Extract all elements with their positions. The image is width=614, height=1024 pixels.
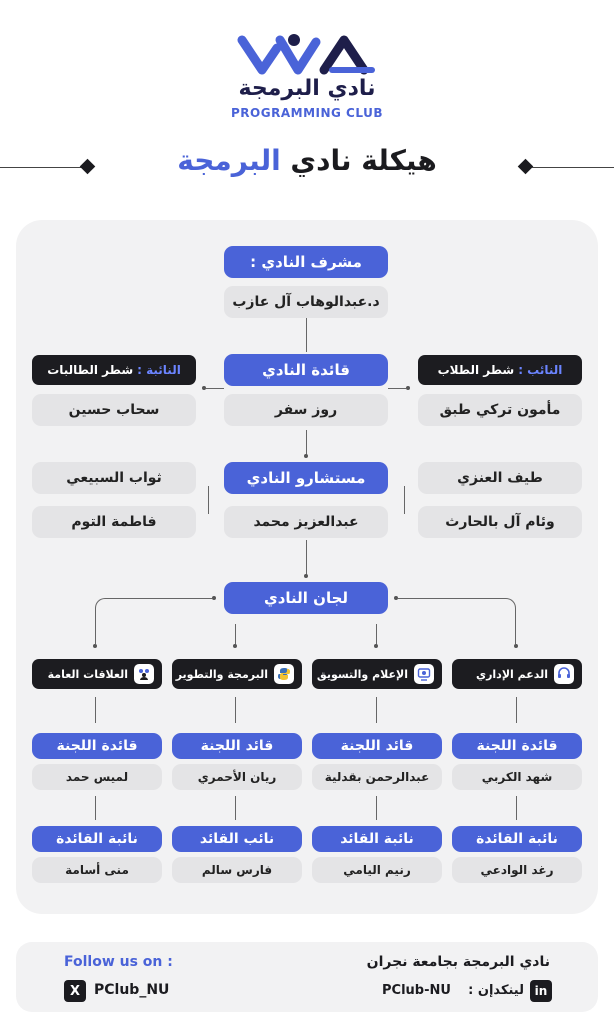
connector — [376, 796, 377, 820]
headset-icon — [554, 664, 574, 684]
deputy-female-label: النائبة : شطر الطالبات — [32, 355, 196, 385]
committee-deputy-role: نائب القائد — [172, 826, 302, 852]
x-handle[interactable]: PClub_NU — [94, 982, 170, 998]
connector-dot — [514, 644, 518, 648]
connector — [208, 486, 209, 514]
footer-panel — [16, 942, 598, 1012]
advisors-role: مستشارو النادي — [224, 462, 388, 494]
connector-dot — [406, 386, 410, 390]
connector — [306, 540, 307, 576]
connector-dot — [93, 644, 97, 648]
advisor-right-2: وئام آل بالحارث — [418, 506, 582, 538]
python-icon — [274, 664, 294, 684]
committee-lead-name: شهد الكربي — [452, 764, 582, 790]
committee-lead-name: عبدالرحمن بقدلية — [312, 764, 442, 790]
connector — [404, 486, 405, 514]
deputy-students-name: مأمون تركي طبق — [418, 394, 582, 426]
deputy-students-label: النائب : شطر الطلاب — [418, 355, 582, 385]
committee-deputy-role: نائبة القائد — [312, 826, 442, 852]
committee-lead-role: قائد اللجنة — [172, 733, 302, 759]
connector-dot — [374, 644, 378, 648]
title-diamond-right — [518, 159, 534, 175]
committee-media-marketing: الإعلام والتسويق — [312, 659, 442, 689]
advisor-left-1: ثواب السبيعي — [32, 462, 196, 494]
committee-deputy-name: منى أسامة — [32, 857, 162, 883]
connector — [516, 697, 517, 723]
leader-role: قائدة النادي — [224, 354, 388, 386]
connector — [95, 697, 96, 723]
connector — [388, 388, 406, 389]
connector — [95, 796, 96, 820]
tree-bracket-right — [398, 598, 516, 644]
linkedin-handle[interactable]: PClub-NU — [382, 983, 451, 998]
leader-name: روز سفر — [224, 394, 388, 426]
connector — [235, 624, 236, 646]
deputy-female-name: سحاب حسين — [32, 394, 196, 426]
connector — [206, 388, 224, 389]
committee-lead-role: قائدة اللجنة — [452, 733, 582, 759]
linkedin-label: لينكدإن : — [468, 983, 524, 998]
connector — [306, 318, 307, 352]
connector — [235, 796, 236, 820]
club-logo-mark — [232, 30, 382, 80]
committee-lead-role: قائد اللجنة — [312, 733, 442, 759]
connector-dot — [304, 574, 308, 578]
connector — [376, 624, 377, 646]
title-diamond-left — [80, 159, 96, 175]
supervisor-name: د.عبدالوهاب آل عازب — [224, 286, 388, 318]
committee-programming-dev: البرمجة والتطوير — [172, 659, 302, 689]
connector-dot — [304, 454, 308, 458]
media-icon — [414, 664, 434, 684]
connector — [376, 697, 377, 723]
committee-lead-name: لميس حمد — [32, 764, 162, 790]
logo-arabic-text: نادي البرمجة — [238, 76, 376, 101]
connector-dot — [212, 596, 216, 600]
x-logo-icon[interactable]: X — [64, 980, 86, 1002]
tree-bracket-left — [95, 598, 212, 644]
follow-label: Follow us on : — [64, 954, 173, 970]
committees-title: لجان النادي — [224, 582, 388, 614]
page-title: هيكلة نادي البرمجة — [177, 144, 437, 177]
title-line-left — [0, 167, 82, 168]
committee-public-relations: العلاقات العامة — [32, 659, 162, 689]
committee-lead-role: قائدة اللجنة — [32, 733, 162, 759]
connector — [516, 796, 517, 820]
committee-deputy-role: نائبة القائدة — [452, 826, 582, 852]
connector — [235, 697, 236, 723]
title-line-right — [532, 167, 614, 168]
advisor-center-name: عبدالعزيز محمد — [224, 506, 388, 538]
committee-deputy-name: رنيم اليامي — [312, 857, 442, 883]
logo-english-text: PROGRAMMING CLUB — [231, 106, 383, 120]
linkedin-icon[interactable]: in — [530, 980, 552, 1002]
advisor-right-1: طيف العنزي — [418, 462, 582, 494]
org-chart-panel — [16, 220, 598, 914]
committee-lead-name: ريان الأحمري — [172, 764, 302, 790]
committee-admin-support: الدعم الإداري — [452, 659, 582, 689]
team-icon — [134, 664, 154, 684]
club-name-arabic: نادي البرمجة بجامعة نجران — [366, 954, 550, 970]
committee-deputy-role: نائبة القائدة — [32, 826, 162, 852]
supervisor-role: مشرف النادي : — [224, 246, 388, 278]
connector — [306, 430, 307, 456]
advisor-left-2: فاطمة التوم — [32, 506, 196, 538]
connector-dot — [233, 644, 237, 648]
committee-deputy-name: فارس سالم — [172, 857, 302, 883]
committee-deputy-name: رغد الوادعي — [452, 857, 582, 883]
